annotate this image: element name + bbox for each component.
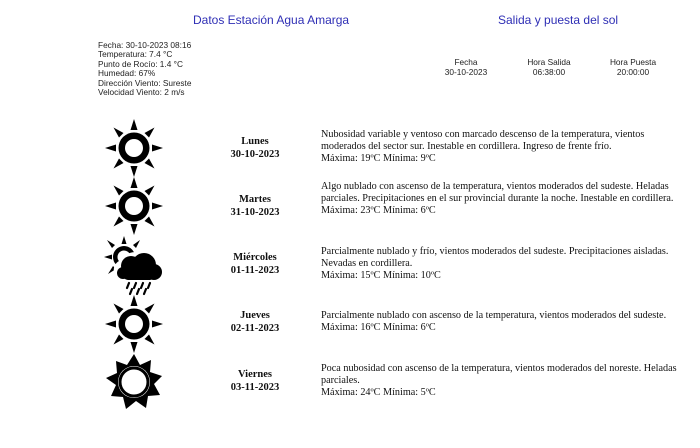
sun-date-column: [421, 57, 511, 77]
day-name: Martes: [238, 194, 272, 205]
forecast-text: Parcialmente nublado con ascenso de la temperatura, vientos moderados del sudeste.: [321, 310, 667, 321]
day-name: Jueves: [240, 310, 270, 321]
day-date: 31-10-2023: [230, 206, 280, 218]
sun-title: Salida y puesta del sol: [498, 13, 619, 27]
day-label: [205, 252, 305, 277]
sunrise-label: Hora Salida: [527, 57, 571, 67]
station-temperature: Temperatura: 7.4 °C: [98, 49, 173, 60]
sunrise-value: 06:38:00: [532, 67, 566, 77]
station-humidity: Humedad: 67%: [98, 68, 156, 79]
forecast-description: [321, 310, 691, 334]
forecast-temps: Máxima: 23ºC Mínima: 6ºC: [321, 204, 436, 216]
sun-date-value: 30-10-2023: [444, 67, 488, 77]
day-date: 02-11-2023: [230, 322, 280, 334]
forecast-temps: Máxima: 16ºC Mínima: 6ºC: [321, 321, 436, 333]
sunset-label: Hora Puesta: [609, 57, 657, 67]
day-name: Lunes: [241, 136, 269, 147]
day-label: [205, 310, 305, 335]
forecast-temps: Máxima: 15ºC Mínima: 10ºC: [321, 269, 441, 281]
station-date: Fecha: 30-10-2023 08:16: [98, 40, 192, 50]
forecast-description: [321, 129, 691, 164]
sunset-value: 20:00:00: [616, 67, 650, 77]
forecast-description: [321, 246, 691, 281]
forecast-description: [321, 181, 691, 216]
station-title: Datos Estación Agua Amarga: [193, 13, 350, 27]
day-name: Viernes: [237, 369, 273, 380]
forecast-text: Parcialmente nublado y frío, vientos moderados del sudeste. Precipitaciones aisladas. Nevadas en cordillera.: [321, 246, 669, 269]
forecast-text: Nubosidad variable y ventoso con marcado descenso de la temperatura, vientos moderados del sector sur. Inestable en cordillera. Ingreso de frente frío.: [321, 129, 645, 152]
sunrise-column: [504, 57, 594, 77]
sun-date-label: Fecha: [454, 57, 478, 67]
day-label: [205, 369, 305, 394]
station-data: [98, 41, 191, 97]
sun-outline-icon: [104, 352, 164, 412]
forecast-text: Algo nublado con ascenso de la temperatura, vientos moderados del sudeste. Heladas parciales. Precipitaciones en el sur provincial durante la noche. Inestable en cordillera.: [321, 181, 674, 204]
sunset-column: [588, 57, 678, 77]
forecast-text: Poca nubosidad con ascenso de la temperatura, vientos moderados del noreste. Heladas parciales.: [321, 363, 677, 386]
forecast-description: [321, 363, 691, 398]
sun-icon: [104, 294, 164, 354]
station-wind-speed: Velocidad Viento: 2 m/s: [98, 87, 185, 98]
station-wind-direction: Dirección Viento: Sureste: [98, 77, 192, 88]
day-date: 30-10-2023: [230, 148, 280, 160]
day-label: [205, 194, 305, 219]
sun-cloud-rain-icon: [104, 236, 164, 296]
forecast-temps: Máxima: 19ºC Mínima: 9ºC: [321, 152, 436, 164]
sun-icon: [104, 118, 164, 178]
day-name: Miércoles: [233, 252, 277, 263]
day-label: [205, 136, 305, 161]
forecast-temps: Máxima: 24ºC Mínima: 5ºC: [321, 386, 436, 398]
sun-icon: [104, 176, 164, 236]
station-dew-point: Punto de Rocío: 1.4 °C: [98, 58, 183, 69]
day-date: 03-11-2023: [230, 381, 280, 393]
day-date: 01-11-2023: [230, 264, 280, 276]
